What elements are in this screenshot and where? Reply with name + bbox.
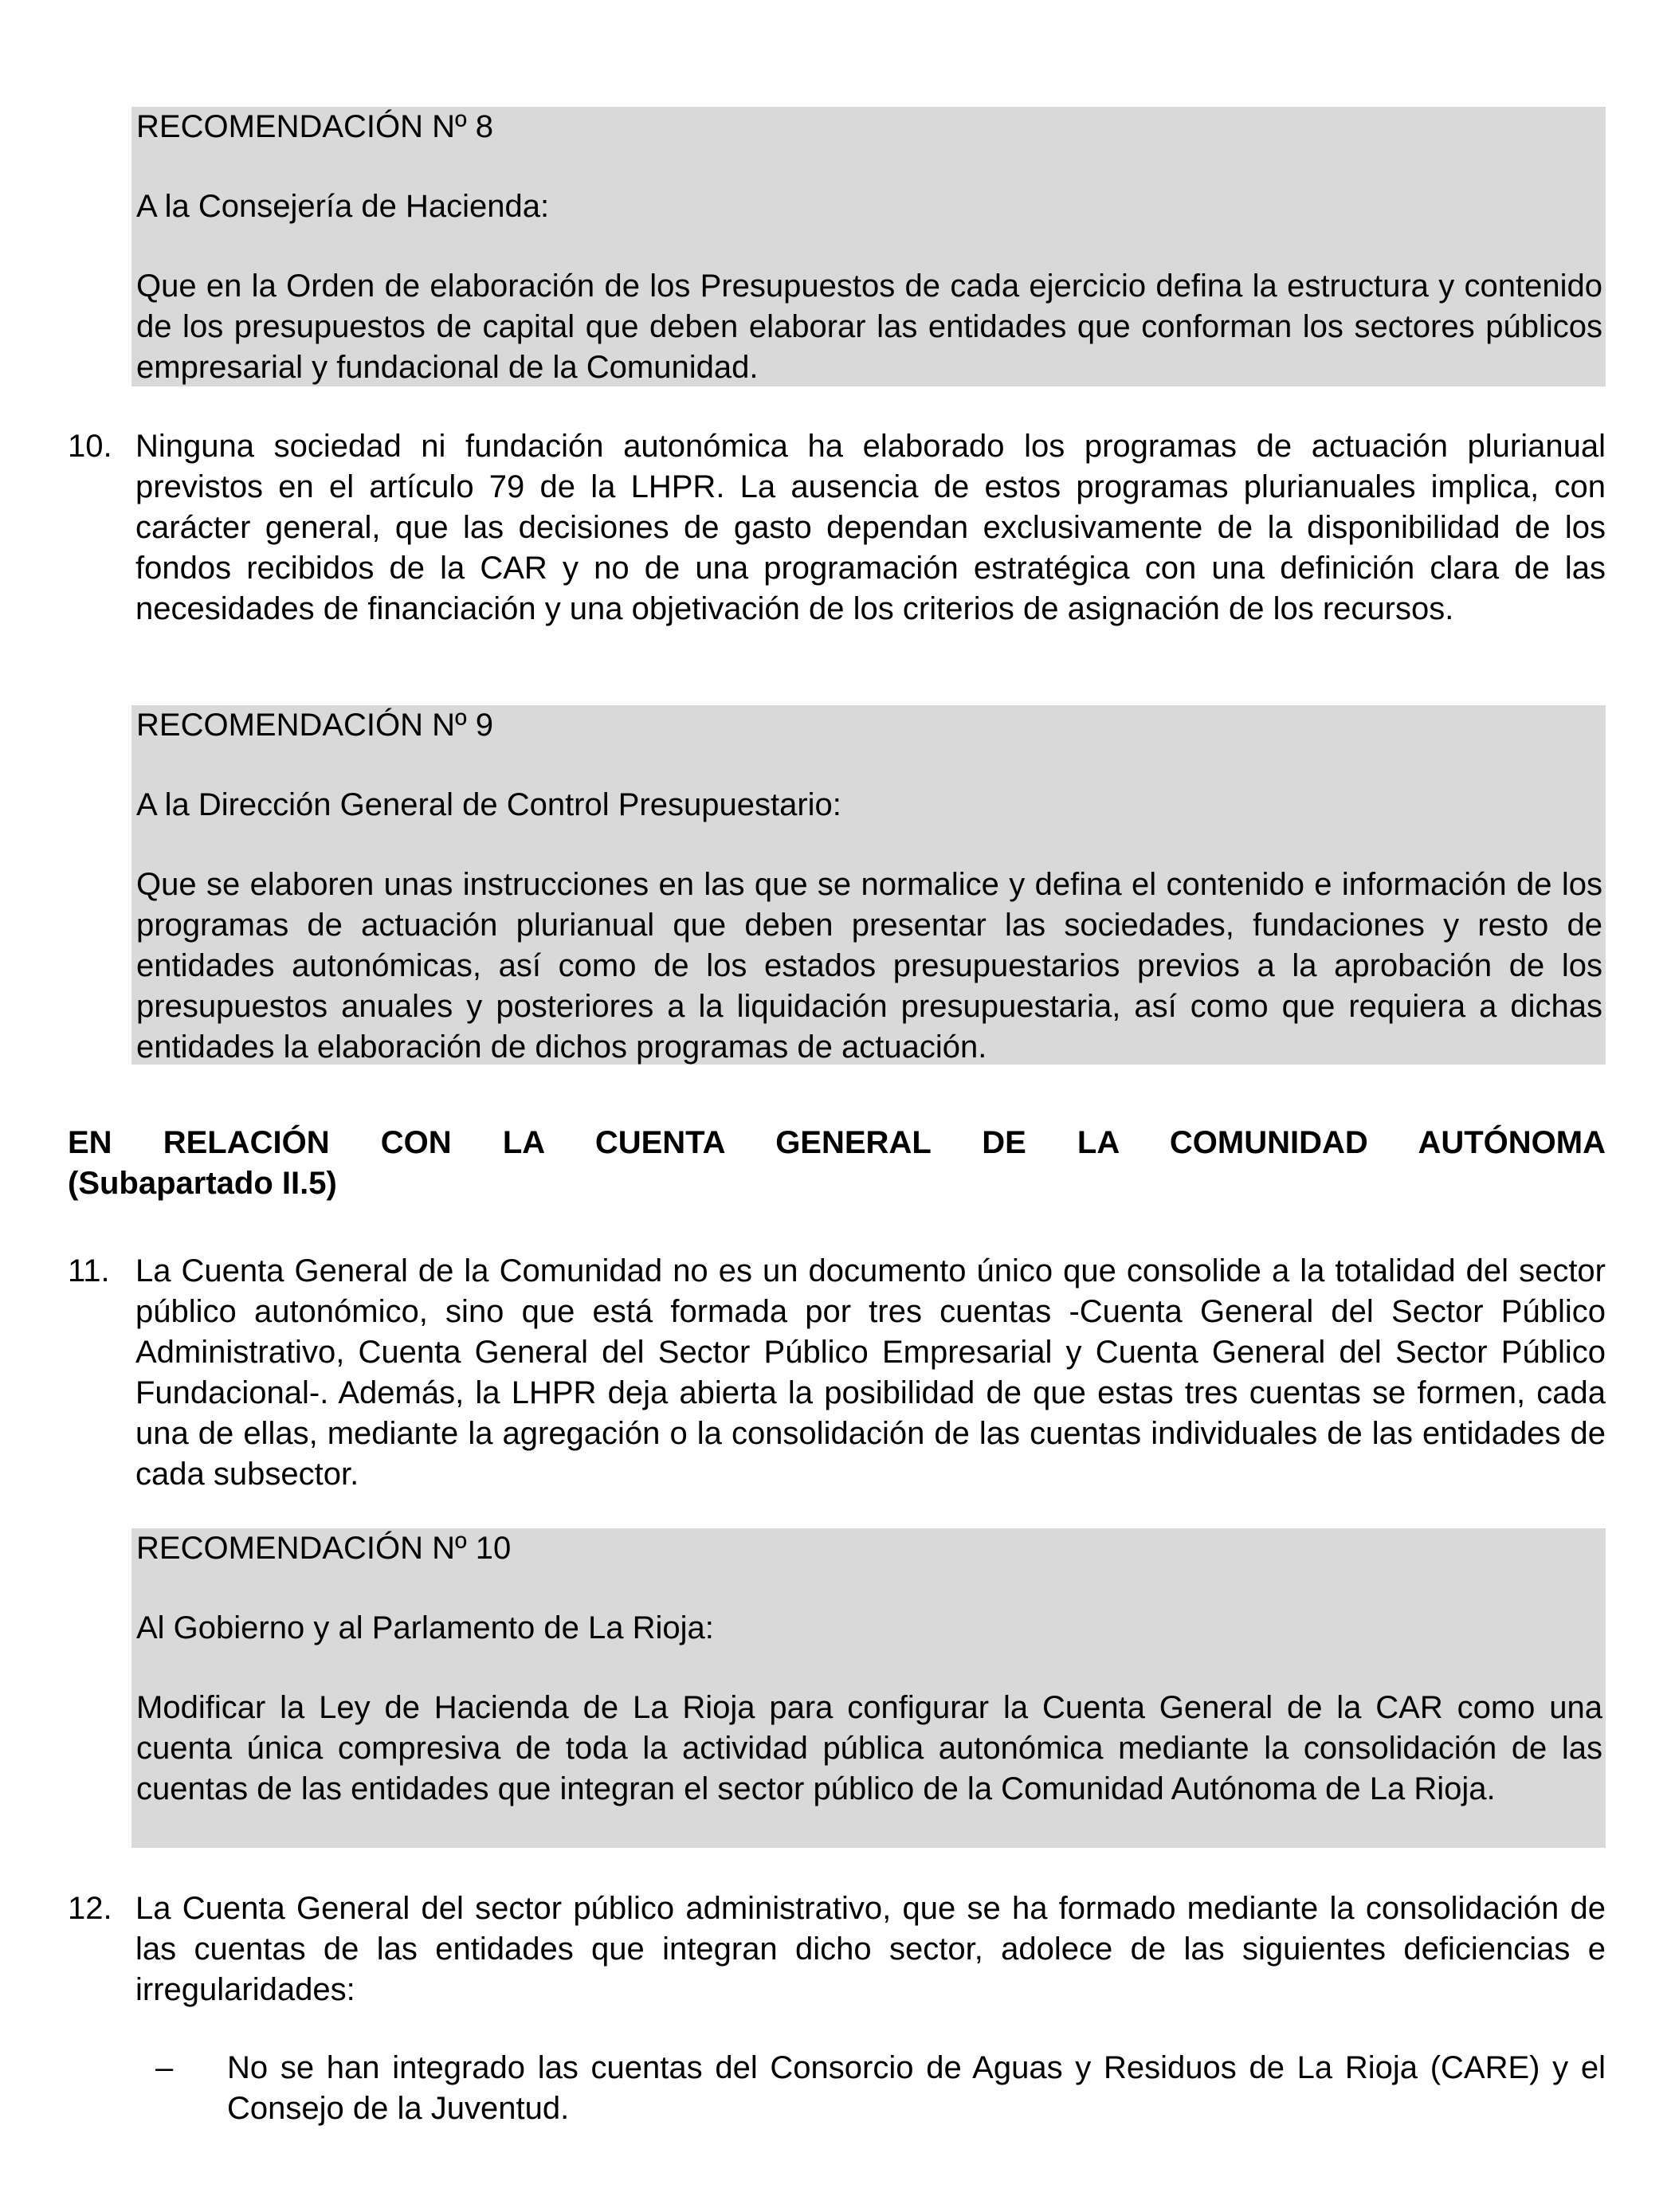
recommendation-9-body: Que se elaboren unas instrucciones en las que se normalice y defina el contenido e información de los programas de actuación plurianual que deben presentar las sociedades, fundaciones y resto de entidades autonómicas, así como de los estados presupuestarios previos a la aprobación de los presupuestos anuales y posteriores a la liquidación presupuestaria, así como que requiera a dichas entidades la elaboración de dichos programas de actuación. [136, 867, 1602, 1065]
bullet-item [155, 2048, 1606, 2129]
section-heading-line-2: (Subapartado II.5) [68, 1166, 337, 1201]
recommendation-9-title: RECOMENDACIÓN Nº 9 [136, 708, 493, 743]
section-heading-line-1: EN RELACIÓN CON LA CUENTA GENERAL DE LA COMUNIDAD AUTÓNOMA [68, 1125, 1606, 1160]
point-12 [68, 1888, 1606, 2010]
bullet-text: No se han integrado las cuentas del Consorcio de Aguas y Residuos de La Rioja (CARE) y el Consejo de la Juventud. [227, 2050, 1606, 2126]
recommendation-10-box [131, 1528, 1606, 1848]
point-11-number: 11. [68, 1253, 110, 1288]
point-12-text: La Cuenta General del sector público administrativo, que se ha formado mediante la consolidación de las cuentas de las entidades que integran dicho sector, adolece de las siguientes deficiencias e irregularidades: [135, 1891, 1606, 2007]
recommendation-8-title: RECOMENDACIÓN Nº 8 [136, 109, 493, 144]
section-heading [68, 1123, 1606, 1204]
recommendation-10-body: Modificar la Ley de Hacienda de La Rioja para configurar la Cuenta General de la CAR como una cuenta única compresiva de toda la actividad pública autonómica mediante la consolidación de las cuentas de las entidades que integran el sector público de la Comunidad Autónoma de La Rioja. [136, 1690, 1602, 1806]
recommendation-9-box [131, 705, 1606, 1065]
point-11-text: La Cuenta General de la Comunidad no es un documento único que consolide a la totalidad del sector público autonómico, sino que está formada por tres cuentas -Cuenta General del Sector Público Administrativo, Cuenta General del Sector Público Empresarial y Cuenta General del Sector Público Fundacional-. Además, la LHPR deja abierta la posibilidad de que estas tres cuentas se formen, cada una de ellas, mediante la agregación o la consolidación de las cuentas individuales de las entidades de cada subsector. [135, 1253, 1606, 1492]
recommendation-9-addressee: A la Dirección General de Control Presupuestario: [136, 787, 841, 822]
point-10 [68, 426, 1606, 629]
point-10-text: Ninguna sociedad ni fundación autonómica ha elaborado los programas de actuación plurianual previstos en el artículo 79 de la LHPR. La ausencia de estos programas plurianuales implica, con carácter general, que las decisiones de gasto dependan exclusivamente de la disponibilidad de los fondos recibidos de la CAR y no de una programación estratégica con una definición clara de las necesidades de financiación y una objetivación de los criterios de asignación de los recursos. [135, 429, 1606, 626]
recommendation-8-addressee: A la Consejería de Hacienda: [136, 189, 550, 224]
point-11 [68, 1251, 1606, 1495]
recommendation-8-box [131, 107, 1606, 386]
recommendation-8-body: Que en la Orden de elaboración de los Presupuestos de cada ejercicio defina la estructura y contenido de los presupuestos de capital que deben elaborar las entidades que conforman los sectores públicos empresarial y fundacional de la Comunidad. [136, 269, 1602, 385]
bullet-dash: – [155, 2050, 174, 2085]
recommendation-10-addressee: Al Gobierno y al Parlamento de La Rioja: [136, 1610, 714, 1645]
point-10-number: 10. [68, 429, 112, 464]
recommendation-10-title: RECOMENDACIÓN Nº 10 [136, 1531, 512, 1566]
point-12-number: 12. [68, 1891, 112, 1926]
